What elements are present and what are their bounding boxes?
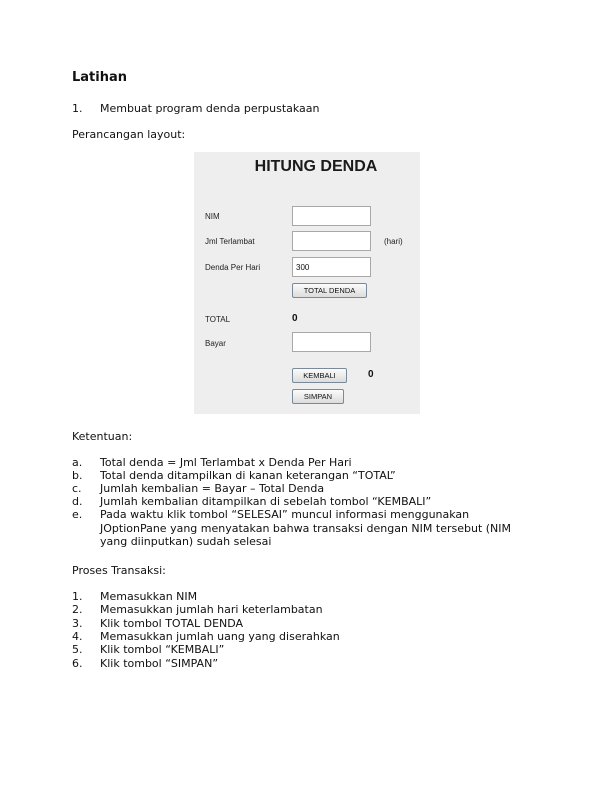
ketentuan-item-continuation: JOptionPane yang menyatakan bahwa transaksi dengan NIM tersebut (NIM — [100, 522, 512, 535]
proses-marker: 6. — [72, 657, 83, 670]
ketentuan-item: Jumlah kembalian = Bayar – Total Denda — [100, 482, 325, 495]
form-title: HITUNG DENDA — [254, 158, 378, 175]
nim-input[interactable] — [292, 206, 371, 226]
bayar-input[interactable] — [292, 332, 371, 352]
total-label: TOTAL — [205, 315, 231, 324]
ketentuan-item-continuation: yang diinputkan) sudah selesai — [100, 535, 272, 548]
kembali-button[interactable]: KEMBALI — [292, 368, 347, 383]
hari-suffix: (hari) — [384, 237, 403, 246]
proses-marker: 1. — [72, 590, 83, 603]
ketentuan-item: Total denda ditampilkan di kanan keterangan “TOTAL” — [100, 469, 396, 482]
kembali-value: 0 — [368, 369, 374, 380]
bayar-label: Bayar — [205, 339, 226, 348]
task-text: Membuat program denda perpustakaan — [100, 102, 320, 115]
ketentuan-item: Pada waktu klik tombol “SELESAI” muncul informasi menggunakan — [100, 508, 470, 521]
ketentuan-item: Total denda = Jml Terlambat x Denda Per Hari — [100, 456, 352, 469]
proses-item: Klik tombol TOTAL DENDA — [100, 617, 244, 630]
ketentuan-marker: b. — [72, 469, 83, 482]
proses-marker: 4. — [72, 630, 83, 643]
proses-item: Memasukkan jumlah hari keterlambatan — [100, 603, 323, 616]
proses-marker: 5. — [72, 643, 83, 656]
page-heading: Latihan — [72, 70, 128, 85]
nim-label: NIM — [205, 212, 220, 221]
proses-heading: Proses Transaksi: — [72, 564, 166, 577]
ketentuan-marker: d. — [72, 495, 83, 508]
ketentuan-item: Jumlah kembalian ditampilkan di sebelah tombol “KEMBALI” — [100, 495, 432, 508]
jml-terlambat-input[interactable] — [292, 231, 371, 251]
total-denda-button[interactable]: TOTAL DENDA — [292, 283, 367, 298]
total-value: 0 — [292, 313, 298, 324]
proses-marker: 2. — [72, 603, 83, 616]
simpan-button[interactable]: SIMPAN — [292, 389, 344, 404]
proses-marker: 3. — [72, 617, 83, 630]
ketentuan-marker: a. — [72, 456, 83, 469]
ketentuan-marker: e. — [72, 508, 83, 521]
hitung-denda-form — [194, 152, 420, 414]
jml-terlambat-label: Jml Terlambat — [205, 237, 255, 246]
proses-item: Memasukkan jumlah uang yang diserahkan — [100, 630, 340, 643]
layout-label: Perancangan layout: — [72, 128, 186, 141]
proses-item: Memasukkan NIM — [100, 590, 198, 603]
ketentuan-heading: Ketentuan: — [72, 430, 133, 443]
denda-per-hari-label: Denda Per Hari — [205, 263, 261, 272]
proses-item: Klik tombol “KEMBALI” — [100, 643, 225, 656]
ketentuan-marker: c. — [72, 482, 82, 495]
task-number: 1. — [72, 102, 83, 115]
proses-item: Klik tombol “SIMPAN” — [100, 657, 219, 670]
denda-per-hari-input[interactable]: 300 — [292, 257, 371, 277]
